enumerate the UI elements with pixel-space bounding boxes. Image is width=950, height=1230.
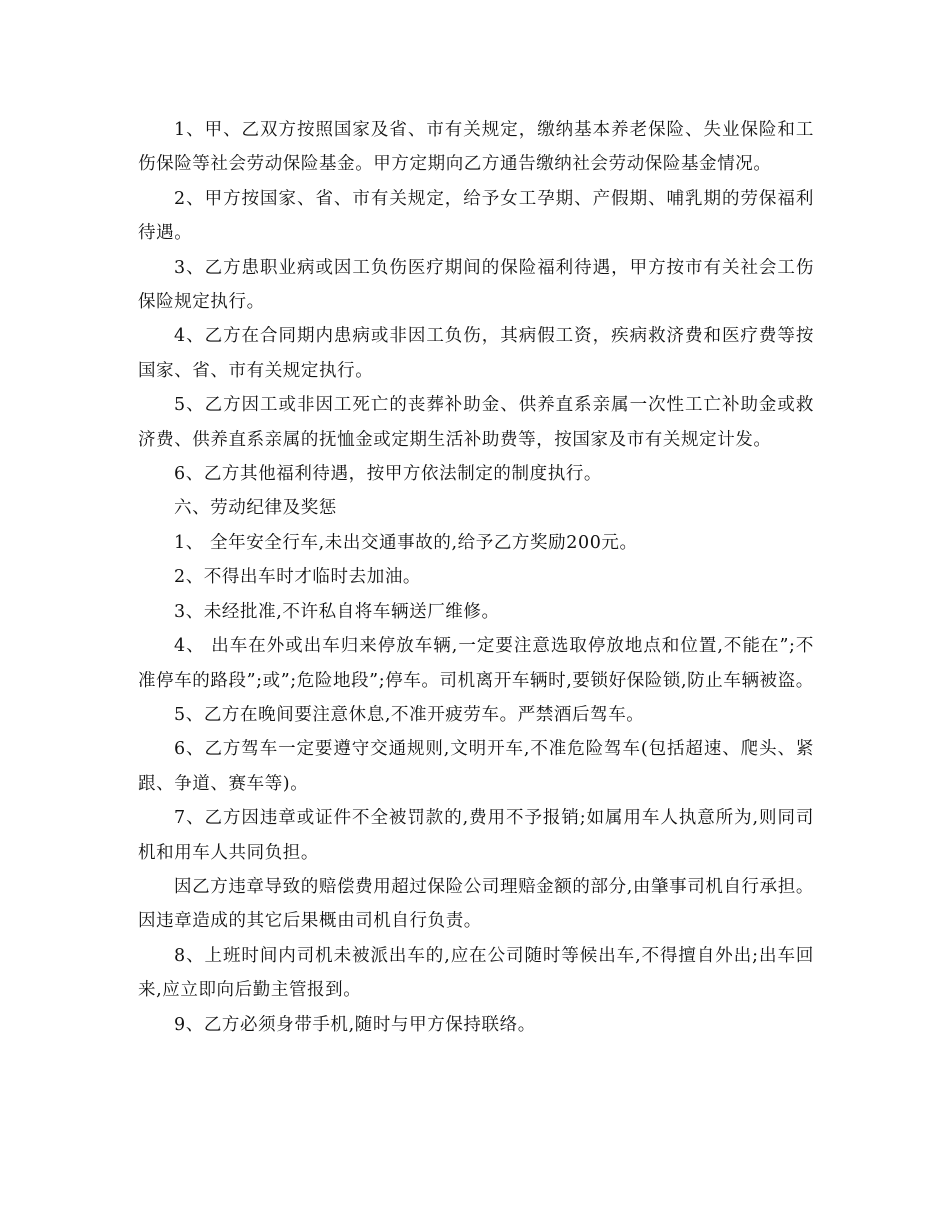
paragraph-other-benefits: 6、乙方其他福利待遇，按甲方依法制定的制度执行。	[174, 464, 603, 485]
paragraph-insurance-fund: 1、甲、乙双方按照国家及省、市有关规定，缴纳基本养老保险、失业保险和工伤保险等社会劳动保险基金。甲方定期向乙方通告缴纳社会劳动保险基金情况。	[138, 120, 814, 175]
section-heading-labor-discipline: 六、劳动纪律及奖惩	[174, 498, 337, 519]
paragraph-safety-reward: 1、 全年安全行车,未出交通事故的,给予乙方奖励200元。	[174, 532, 638, 553]
paragraph-traffic-rules: 6、乙方驾车一定要遵守交通规则,文明开车,不准危险驾车(包括超速、爬头、紧跟、争道、赛车等)。	[138, 739, 814, 794]
paragraph-standby: 8、上班时间内司机未被派出车的,应在公司随时等候出车,不得擅自外出;出车回来,应立即向后勤主管报到。	[138, 945, 814, 1001]
paragraph-compensation: 因乙方违章导致的赔偿费用超过保险公司理赔金额的部分,由肇事司机自行承担。因违章造成的其它后果概由司机自行负责。	[138, 876, 814, 932]
paragraph-repairs: 3、未经批准,不许私自将车辆送厂维修。	[174, 601, 500, 622]
paragraph-death-benefits: 5、乙方因工或非因工死亡的丧葬补助金、供养直系亲属一次性工亡补助金或救济费、供养直系亲属的抚恤金或定期生活补助费等，按国家及市有关规定计发。	[138, 395, 814, 450]
document-body	[138, 113, 814, 1042]
paragraph-rest: 5、乙方在晚间要注意休息,不准开疲劳车。严禁酒后驾车。	[174, 704, 645, 725]
paragraph-parking: 4、 出车在外或出车归来停放车辆,一定要注意选取停放地点和位置,不能在”;不准停车的路段”;或”;危险地段”;停车。司机离开车辆时,要锁好保险锁,防止车辆被盗。	[138, 636, 814, 691]
paragraph-female-worker-benefits: 2、甲方按国家、省、市有关规定，给予女工孕期、产假期、哺乳期的劳保福利待遇。	[138, 188, 814, 244]
paragraph-phone-contact: 9、乙方必须身带手机,随时与甲方保持联络。	[174, 1014, 536, 1035]
paragraph-sick-leave: 4、乙方在合同期内患病或非因工负伤，其病假工资，疾病救济费和医疗费等按国家、省、市有关规定执行。	[138, 326, 814, 381]
paragraph-fines: 7、乙方因违章或证件不全被罚款的,费用不予报销;如属用车人执意所为,则同司机和用车人共同负担。	[138, 808, 814, 863]
paragraph-work-injury-insurance: 3、乙方患职业病或因工负伤医疗期间的保险福利待遇，甲方按市有关社会工伤保险规定执行。	[138, 257, 814, 313]
paragraph-refueling: 2、不得出车时才临时去加油。	[174, 567, 422, 588]
